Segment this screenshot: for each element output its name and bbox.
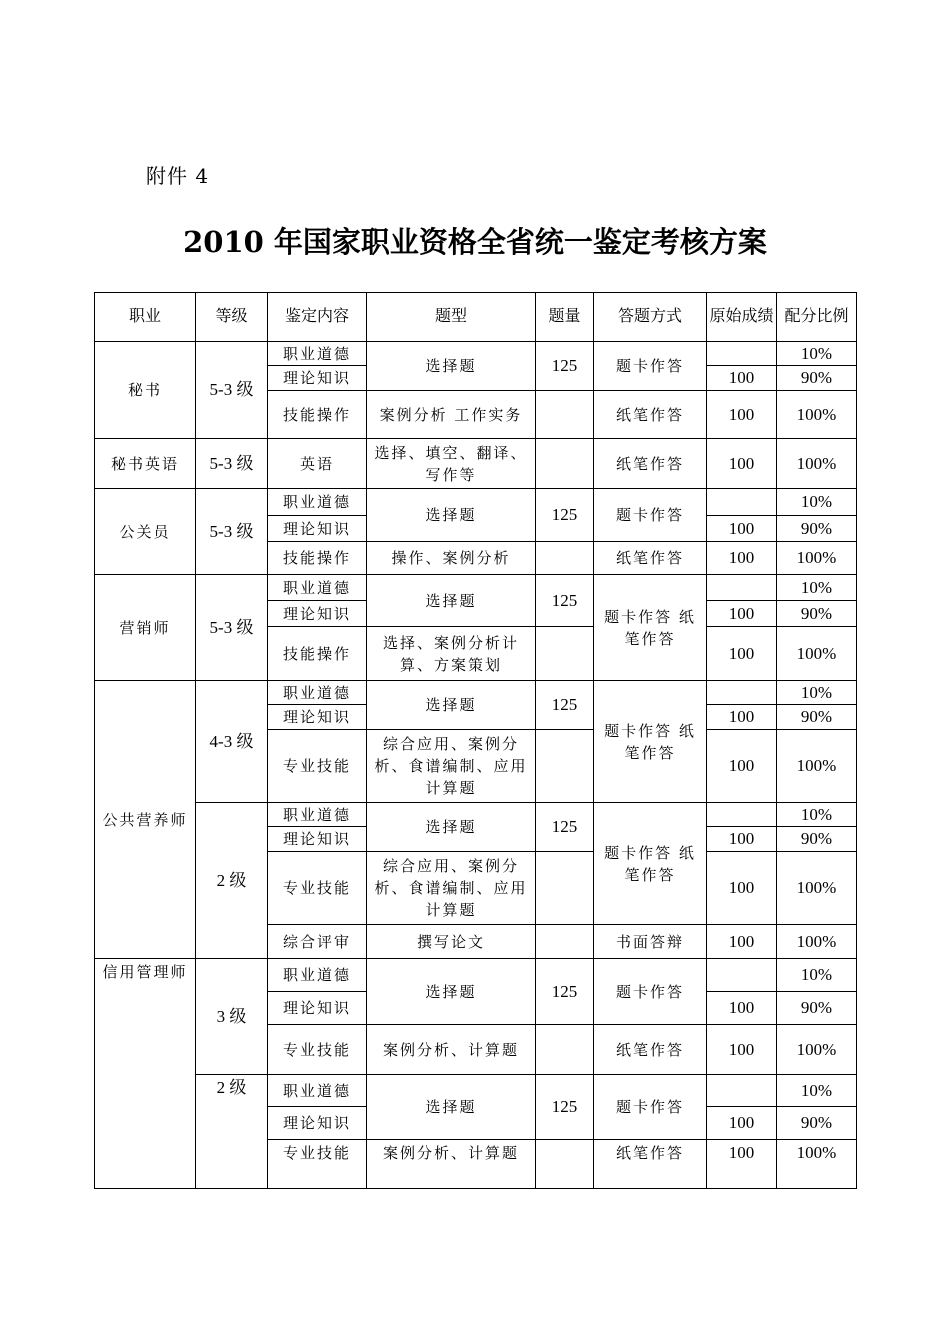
- weight-cell: 90%: [777, 516, 857, 542]
- score-cell: [707, 803, 777, 827]
- score-cell: 100: [707, 705, 777, 730]
- answer-cell: 题卡作答 纸笔作答: [594, 803, 707, 925]
- answer-cell: 纸笔作答: [594, 439, 707, 489]
- table-row: [95, 575, 857, 601]
- type-cell: 选择题: [367, 959, 536, 1025]
- content-cell: 专业技能: [268, 1140, 367, 1189]
- table-row: [95, 439, 857, 489]
- count-cell: 125: [536, 575, 594, 627]
- content-cell: 职业道德: [268, 803, 367, 827]
- type-cell: 选择题: [367, 1075, 536, 1140]
- answer-cell: 题卡作答 纸笔作答: [594, 575, 707, 681]
- type-cell: 综合应用、案例分析、食谱编制、应用计算题: [367, 730, 536, 803]
- table-row: [95, 489, 857, 516]
- occupation-cell: 秘书英语: [95, 439, 196, 489]
- score-cell: 100: [707, 925, 777, 959]
- header-content: 鉴定内容: [268, 293, 367, 342]
- type-cell: 选择、案例分析计算、方案策划: [367, 627, 536, 681]
- content-cell: 理论知识: [268, 992, 367, 1025]
- document-title: 2010 年国家职业资格全省统一鉴定考核方案: [183, 225, 767, 259]
- score-cell: 100: [707, 627, 777, 681]
- count-cell: 125: [536, 489, 594, 542]
- answer-cell: 题卡作答: [594, 1075, 707, 1140]
- content-cell: 理论知识: [268, 601, 367, 627]
- type-cell: 案例分析、计算题: [367, 1025, 536, 1075]
- weight-cell: 90%: [777, 992, 857, 1025]
- count-cell: [536, 1025, 594, 1075]
- table-header: [95, 293, 857, 342]
- content-cell: 职业道德: [268, 681, 367, 705]
- type-cell: 选择题: [367, 575, 536, 627]
- type-cell: 选择题: [367, 803, 536, 852]
- content-cell: 英语: [268, 439, 367, 489]
- header-question-count: 题量: [536, 293, 594, 342]
- count-cell: 125: [536, 959, 594, 1025]
- weight-cell: 100%: [777, 627, 857, 681]
- header-question-type: 题型: [367, 293, 536, 342]
- weight-cell: 90%: [777, 601, 857, 627]
- level-cell: 5-3 级: [196, 342, 268, 439]
- content-cell: 专业技能: [268, 730, 367, 803]
- type-cell: 选择题: [367, 342, 536, 391]
- count-cell: 125: [536, 681, 594, 730]
- type-cell: 案例分析、计算题: [367, 1140, 536, 1189]
- score-cell: 100: [707, 1025, 777, 1075]
- weight-cell: 100%: [777, 730, 857, 803]
- weight-cell: 90%: [777, 366, 857, 391]
- content-cell: 职业道德: [268, 959, 367, 992]
- score-cell: 100: [707, 601, 777, 627]
- count-cell: [536, 439, 594, 489]
- content-cell: 职业道德: [268, 1075, 367, 1107]
- score-cell: 100: [707, 827, 777, 852]
- type-cell: 案例分析 工作实务: [367, 391, 536, 439]
- weight-cell: 90%: [777, 827, 857, 852]
- content-cell: 综合评审: [268, 925, 367, 959]
- score-cell: 100: [707, 516, 777, 542]
- count-cell: 125: [536, 1075, 594, 1140]
- score-cell: 100: [707, 1140, 777, 1189]
- count-cell: 125: [536, 803, 594, 852]
- level-cell: 2 级: [196, 803, 268, 959]
- header-level: 等级: [196, 293, 268, 342]
- score-cell: 100: [707, 1107, 777, 1140]
- score-cell: [707, 575, 777, 601]
- content-cell: 技能操作: [268, 542, 367, 575]
- weight-cell: 100%: [777, 1025, 857, 1075]
- weight-cell: 10%: [777, 1075, 857, 1107]
- content-cell: 技能操作: [268, 391, 367, 439]
- content-cell: 专业技能: [268, 852, 367, 925]
- content-cell: 理论知识: [268, 516, 367, 542]
- weight-cell: 100%: [777, 925, 857, 959]
- answer-cell: 纸笔作答: [594, 1025, 707, 1075]
- weight-cell: 10%: [777, 342, 857, 366]
- level-cell: 5-3 级: [196, 489, 268, 575]
- weight-cell: 90%: [777, 705, 857, 730]
- weight-cell: 100%: [777, 852, 857, 925]
- count-cell: [536, 627, 594, 681]
- table-row: [95, 959, 857, 992]
- count-cell: 125: [536, 342, 594, 391]
- count-cell: [536, 730, 594, 803]
- count-cell: [536, 852, 594, 925]
- occupation-cell: 公关员: [95, 489, 196, 575]
- weight-cell: 100%: [777, 439, 857, 489]
- score-cell: [707, 342, 777, 366]
- weight-cell: 10%: [777, 575, 857, 601]
- level-cell: 5-3 级: [196, 439, 268, 489]
- weight-cell: 90%: [777, 1107, 857, 1140]
- content-cell: 专业技能: [268, 1025, 367, 1075]
- content-cell: 职业道德: [268, 342, 367, 366]
- score-cell: [707, 1075, 777, 1107]
- score-cell: 100: [707, 852, 777, 925]
- weight-cell: 10%: [777, 681, 857, 705]
- weight-cell: 10%: [777, 959, 857, 992]
- content-cell: 职业道德: [268, 575, 367, 601]
- occupation-cell: 信用管理师: [95, 959, 196, 1189]
- type-cell: 操作、案例分析: [367, 542, 536, 575]
- content-cell: 技能操作: [268, 627, 367, 681]
- answer-cell: 纸笔作答: [594, 391, 707, 439]
- score-cell: [707, 681, 777, 705]
- score-cell: [707, 959, 777, 992]
- content-cell: 职业道德: [268, 489, 367, 516]
- occupation-cell: 营销师: [95, 575, 196, 681]
- answer-cell: 纸笔作答: [594, 542, 707, 575]
- level-cell: 3 级: [196, 959, 268, 1075]
- score-cell: 100: [707, 730, 777, 803]
- type-cell: 综合应用、案例分析、食谱编制、应用计算题: [367, 852, 536, 925]
- weight-cell: 100%: [777, 391, 857, 439]
- occupation-cell: 秘书: [95, 342, 196, 439]
- assessment-table: [94, 292, 857, 1189]
- score-cell: 100: [707, 391, 777, 439]
- header-occupation: 职业: [95, 293, 196, 342]
- attachment-label: 附件 4: [146, 164, 210, 188]
- type-cell: 撰写论文: [367, 925, 536, 959]
- level-cell: 2 级: [196, 1075, 268, 1189]
- count-cell: [536, 925, 594, 959]
- answer-cell: 题卡作答 纸笔作答: [594, 681, 707, 803]
- score-cell: 100: [707, 992, 777, 1025]
- header-weight: 配分比例: [777, 293, 857, 342]
- weight-cell: 10%: [777, 489, 857, 516]
- score-cell: 100: [707, 542, 777, 575]
- header-answer-mode: 答题方式: [594, 293, 707, 342]
- content-cell: 理论知识: [268, 366, 367, 391]
- weight-cell: 10%: [777, 803, 857, 827]
- content-cell: 理论知识: [268, 705, 367, 730]
- header-raw-score: 原始成绩: [707, 293, 777, 342]
- score-cell: 100: [707, 439, 777, 489]
- weight-cell: 100%: [777, 1140, 857, 1189]
- type-cell: 选择题: [367, 681, 536, 730]
- table-row: [95, 681, 857, 705]
- answer-cell: 书面答辩: [594, 925, 707, 959]
- occupation-cell: 公共营养师: [95, 681, 196, 959]
- content-cell: 理论知识: [268, 1107, 367, 1140]
- type-cell: 选择、填空、翻译、写作等: [367, 439, 536, 489]
- answer-cell: 题卡作答: [594, 342, 707, 391]
- table-row: [95, 803, 857, 827]
- answer-cell: 题卡作答: [594, 959, 707, 1025]
- weight-cell: 100%: [777, 542, 857, 575]
- level-cell: 4-3 级: [196, 681, 268, 803]
- count-cell: [536, 391, 594, 439]
- count-cell: [536, 542, 594, 575]
- level-cell: 5-3 级: [196, 575, 268, 681]
- count-cell: [536, 1140, 594, 1189]
- table-row: [95, 1075, 857, 1107]
- score-cell: 100: [707, 366, 777, 391]
- type-cell: 选择题: [367, 489, 536, 542]
- answer-cell: 纸笔作答: [594, 1140, 707, 1189]
- table-row: [95, 342, 857, 366]
- content-cell: 理论知识: [268, 827, 367, 852]
- score-cell: [707, 489, 777, 516]
- answer-cell: 题卡作答: [594, 489, 707, 542]
